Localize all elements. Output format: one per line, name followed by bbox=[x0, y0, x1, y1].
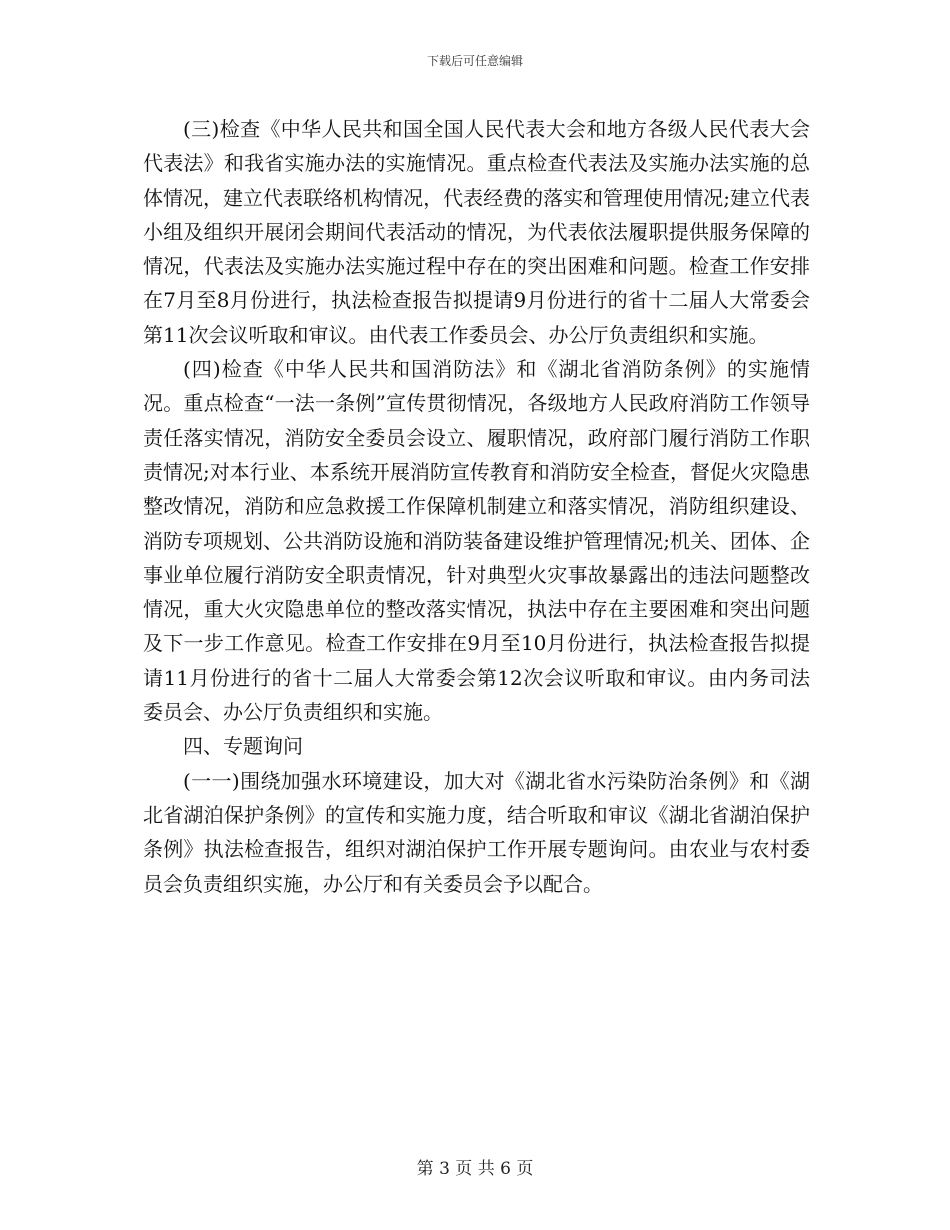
section-heading-special-inquiry: 四、专题询问 bbox=[183, 734, 303, 759]
paragraph-inspection-3: (三)检查《中华人民共和国全国人民代表大会和地方各级人民代表大会代表法》和我省实施办法的实施情况。重点检查代表法及实施办法实施的总体情况，建立代表联络机构情况，代表经费的落实和管理使用情况;建立代表小组及组织开展闭会期间代表活动的情况，为代表依法履职提供服务保障的情况，代表法及实施办法实施过程中存在的突出困难和问题。检查工作安排在7月至8月份进行，执法检查报告拟提请9月份进行的省十二届人大常委会第11次会议听取和审议。由代表工作委员会、办公厅负责组织和实施。 bbox=[143, 117, 810, 347]
document-body bbox=[143, 112, 810, 901]
page-header: 下载后可任意编辑 bbox=[426, 54, 523, 68]
paragraph-inquiry-1: (一一)围绕加强水环境建设，加大对《湖北省水污染防治条例》和《湖北省湖泊保护条例》的宣传和实施力度，结合听取和审议《湖北省湖泊保护条例》执法检查报告，组织对湖泊保护工作开展专题询问。由农业与农村委员会负责组织实施，办公厅和有关委员会予以配合。 bbox=[143, 768, 810, 896]
page-number: 第 3 页 共 6 页 bbox=[416, 1159, 534, 1179]
paragraph-inspection-4: (四)检查《中华人民共和国消防法》和《湖北省消防条例》的实施情况。重点检查“一法一条例”宣传贯彻情况，各级地方人民政府消防工作领导责任落实情况，消防安全委员会设立、履职情况，政府部门履行消防工作职责情况;对本行业、本系统开展消防宣传教育和消防安全检查，督促火灾隐患整改情况，消防和应急救援工作保障机制建立和落实情况，消防组织建设、消防专项规划、公共消防设施和消防装备建设维护管理情况;机关、团体、企事业单位履行消防安全职责情况，针对典型火灾事故暴露出的违法问题整改情况，重大火灾隐患单位的整改落实情况，执法中存在主要困难和突出问题及下一步工作意见。检查工作安排在9月至10月份进行，执法检查报告拟提请11月份进行的省十二届人大常委会第12次会议听取和审议。由内务司法委员会、办公厅负责组织和实施。 bbox=[143, 357, 810, 725]
